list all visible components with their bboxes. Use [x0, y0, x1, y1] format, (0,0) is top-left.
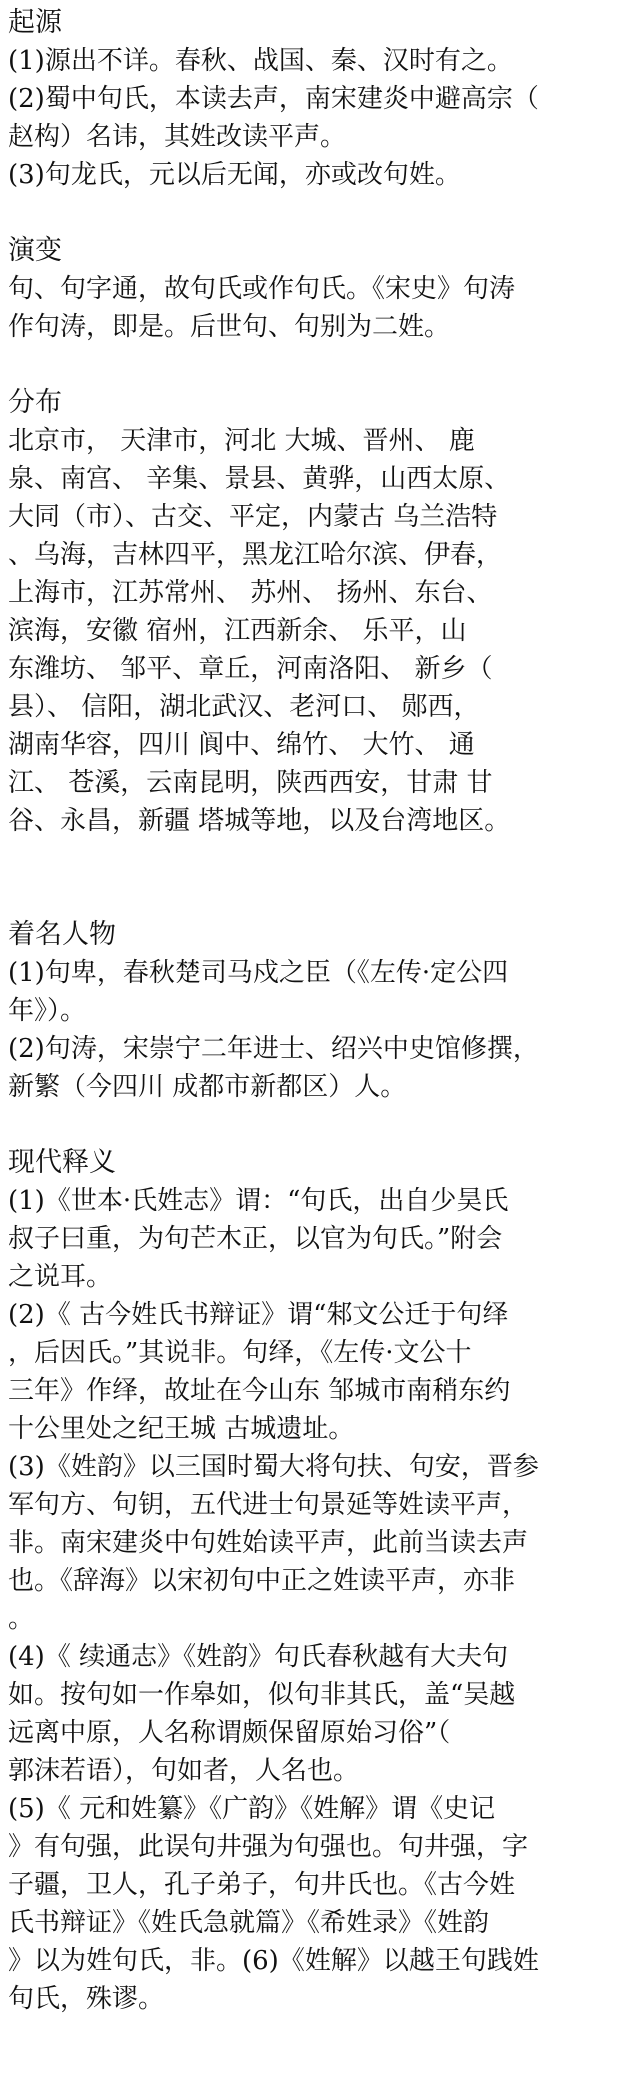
text-line: 句、句字通，故句氏或作句氏。《宋史》句涛 — [8, 274, 516, 304]
section-heading-origin: 起源 — [8, 7, 62, 38]
text-line: 非。南宋建炎中句姓始读平声，此前当读去声 — [8, 1528, 529, 1558]
text-line: 》以为姓句氏，非。(6)《姓解》以越王句践姓 — [8, 1946, 539, 1976]
text-line: 军句方、句钥，五代进士句景延等姓读平声， — [8, 1490, 529, 1520]
section-heading-distribution: 分布 — [8, 387, 62, 418]
text-line: 作句涛，即是。后世句、句别为二姓。 — [8, 312, 451, 342]
text-line: 年》）。 — [8, 996, 87, 1026]
text-line: 郭沫若语），句如者，人名也。 — [8, 1756, 360, 1786]
section-spacer — [8, 840, 632, 916]
text-line: 湖南华容，四川 阆中、绵竹、 大竹、 通 — [8, 730, 475, 760]
text-line: 谷、永昌，新疆 塔城等地，以及台湾地区。 — [8, 806, 511, 836]
section-evolution — [8, 232, 632, 346]
text-line: 东潍坊、 邹平、章丘，河南洛阳、 新乡（ — [8, 654, 493, 684]
text-line: 十公里处之纪王城 古城遗址。 — [8, 1414, 355, 1444]
text-line: 子疆，卫人，孔子弟子，句井氏也。《古今姓 — [8, 1870, 516, 1900]
text-line: 远离中原，人名称谓颇保留原始习俗”（ — [8, 1718, 451, 1748]
text-line: 新繁（今四川 成都市新都区）人。 — [8, 1072, 407, 1102]
section-distribution — [8, 384, 632, 840]
text-line: 大同（市）、古交、平定，内蒙古 乌兰浩特 — [8, 502, 498, 532]
section-spacer — [8, 346, 632, 384]
text-line: 滨海，安徽 宿州，江西新余、 乐平，山 — [8, 616, 467, 646]
text-line: (2)《 古今姓氏书辩证》谓“邾文公迁于句绎 — [8, 1300, 509, 1330]
text-line: (3)句龙氏，元以后无闻，亦或改句姓。 — [8, 160, 461, 190]
text-line: 氏书辩证》《姓氏急就篇》《希姓录》《姓韵 — [8, 1908, 490, 1938]
text-line: (2)蜀中句氏，本读去声，南宋建炎中避高宗（ — [8, 84, 539, 114]
text-line: 也。《辞海》以宋初句中正之姓读平声，亦非 — [8, 1566, 516, 1596]
article-page — [8, 4, 632, 2018]
section-spacer — [8, 194, 632, 232]
text-line: (3)《姓韵》以三国时蜀大将句扶、句安，晋参 — [8, 1452, 539, 1482]
text-line: (1)《世本·氏姓志》谓：“句氏，出自少昊氏 — [8, 1186, 509, 1216]
text-line: 泉、南宫、 辛集、景县、黄骅，山西太原、 — [8, 464, 511, 494]
section-famous-people — [8, 916, 632, 1106]
text-line: (5)《 元和姓纂》《广韵》《姓解》谓《史记 — [8, 1794, 496, 1824]
section-origin — [8, 4, 632, 194]
text-line: 北京市， 天津市，河北 大城、晋州、 鹿 — [8, 426, 475, 456]
text-line: 三年》作绎，故址在今山东 邹城市南稍东约 — [8, 1376, 511, 1406]
text-line: 》有句强，此误句井强为句强也。句井强，字 — [8, 1832, 529, 1862]
text-line: 上海市，江苏常州、 苏州、 扬州、东台、 — [8, 578, 493, 608]
text-line: (2)句涛，宋崇宁二年进士、绍兴中史馆修撰， — [8, 1034, 539, 1064]
text-line: (4)《 续通志》《姓韵》句氏春秋越有大夫句 — [8, 1642, 509, 1672]
text-line: ，后因氏。”其说非。句绎，《左传·文公十 — [8, 1338, 472, 1368]
text-line: 、乌海，吉林四平，黑龙江哈尔滨、伊春， — [8, 540, 503, 570]
text-line: 句氏，殊谬。 — [8, 1984, 165, 2014]
text-line: 江、 苍溪，云南昆明，陕西西安，甘肃 甘 — [8, 768, 493, 798]
section-heading-modern: 现代释义 — [8, 1147, 116, 1178]
text-line: 之说耳。 — [8, 1262, 113, 1292]
text-line: 如。按句如一作皋如，似句非其氏，盖“吴越 — [8, 1680, 516, 1710]
text-line: 赵构）名讳，其姓改读平声。 — [8, 122, 347, 152]
text-line: 县）、 信阳，湖北武汉、老河口、 郧西， — [8, 692, 480, 722]
section-modern — [8, 1144, 632, 2018]
section-heading-famous-people: 着名人物 — [8, 919, 116, 950]
text-line: 叔子曰重，为句芒木正，以官为句氏。”附会 — [8, 1224, 503, 1254]
section-heading-evolution: 演变 — [8, 235, 62, 266]
text-line: 。 — [8, 1604, 35, 1634]
text-line: (1)句卑，春秋楚司马戍之臣（《左传·定公四 — [8, 958, 509, 988]
section-spacer — [8, 1106, 632, 1144]
text-line: (1)源出不详。春秋、战国、秦、汉时有之。 — [8, 46, 513, 76]
